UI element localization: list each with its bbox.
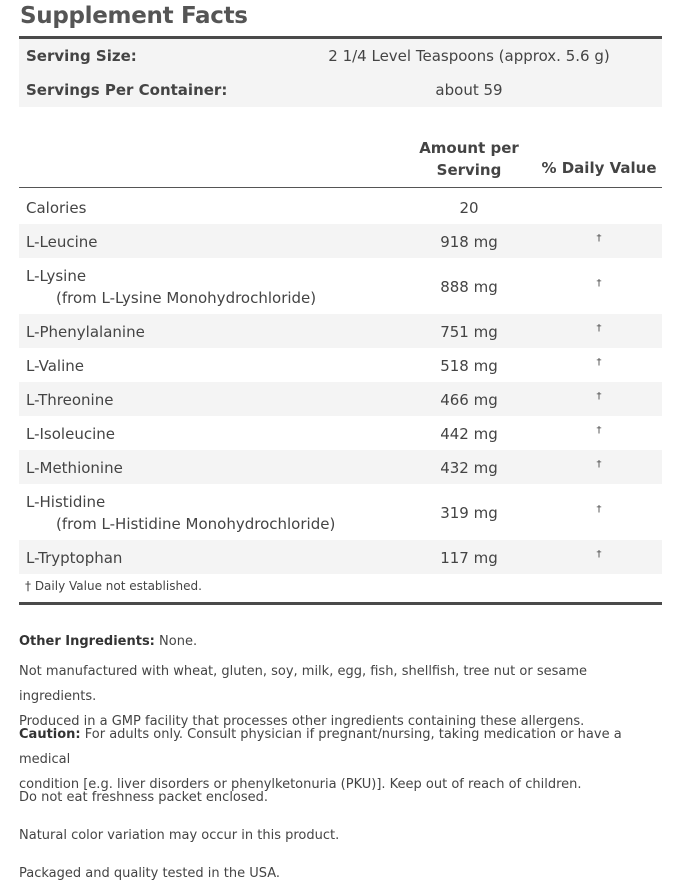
- nutrient-name: L-Methionine: [26, 459, 123, 477]
- nutrient-amount: 918 mg: [440, 233, 498, 251]
- table-row: [19, 450, 662, 484]
- nutrient-name: L-Phenylalanine: [26, 323, 145, 341]
- amount-per-serving-header: Amount per Serving: [419, 139, 519, 179]
- nutrient-amount: 319 mg: [440, 504, 498, 522]
- table-row: [19, 484, 662, 540]
- nutrient-amount: 20: [459, 199, 479, 217]
- other-ingredients: [19, 629, 664, 654]
- caution-text: condition [e.g. liver disorders or phenylketonuria (PKU)]. Keep out of reach of children.: [19, 777, 582, 792]
- page-title: Supplement Facts: [20, 3, 248, 29]
- nutrient-source: (from L-Lysine Monohydrochloride): [56, 289, 317, 307]
- freshness-note: Do not eat freshness packet enclosed.: [19, 790, 269, 805]
- nutrient-amount: 888 mg: [440, 278, 498, 296]
- nutrient-amount: 117 mg: [440, 549, 498, 567]
- daily-value-mark: †: [596, 357, 602, 368]
- nutrient-amount: 432 mg: [440, 459, 498, 477]
- nutrient-source: (from L-Histidine Monohydrochloride): [56, 515, 336, 533]
- daily-value-mark: †: [596, 323, 602, 334]
- serving-size-label: Serving Size:: [26, 47, 137, 65]
- servings-per-container-label: Servings Per Container:: [26, 81, 228, 99]
- nutrient-name: L-Tryptophan: [26, 549, 123, 567]
- other-ingredients-text: None.: [154, 634, 198, 649]
- color-variation-note: Natural color variation may occur in this product.: [19, 828, 340, 843]
- nutrient-name: L-Histidine: [26, 493, 106, 511]
- daily-value-header: % Daily Value: [541, 159, 657, 177]
- daily-value-mark: †: [596, 504, 602, 515]
- table-row: [19, 190, 662, 224]
- table-row: [19, 224, 662, 258]
- table-row: [19, 258, 662, 314]
- nutrient-amount: 751 mg: [440, 323, 498, 341]
- caution-label: Caution:: [19, 727, 81, 742]
- table-row: [19, 540, 662, 574]
- nutrient-name: L-Valine: [26, 357, 84, 375]
- nutrient-name: L-Leucine: [26, 233, 98, 251]
- daily-value-mark: †: [596, 233, 602, 244]
- serving-size-value: 2 1/4 Level Teaspoons (approx. 5.6 g): [328, 47, 610, 65]
- table-header: [19, 137, 662, 185]
- nutrient-name: L-Isoleucine: [26, 425, 115, 443]
- daily-value-mark: †: [596, 391, 602, 402]
- table-row: [19, 314, 662, 348]
- daily-value-mark: †: [596, 459, 602, 470]
- daily-value-footnote: † Daily Value not established.: [25, 579, 202, 593]
- daily-value-mark: †: [596, 278, 602, 289]
- table-row: [19, 416, 662, 450]
- servings-per-container-value: about 59: [435, 81, 503, 99]
- nutrient-name: L-Threonine: [26, 391, 114, 409]
- nutrient-name: L-Lysine: [26, 267, 87, 285]
- allergen-line: Not manufactured with wheat, gluten, soy, milk, egg, fish, shellfish, tree nut or sesame ingredients.: [19, 664, 587, 704]
- allergen-line: Produced in a GMP facility that processes other ingredients containing these allergens.: [19, 714, 585, 729]
- daily-value-mark: †: [596, 425, 602, 436]
- bottom-rule: [19, 602, 662, 605]
- caution-text: For adults only. Consult physician if pregnant/nursing, taking medication or have a medical: [19, 727, 622, 767]
- serving-size-row: [19, 39, 662, 73]
- nutrient-amount: 442 mg: [440, 425, 498, 443]
- nutrient-amount: 518 mg: [440, 357, 498, 375]
- daily-value-mark: †: [596, 549, 602, 560]
- packaged-note: Packaged and quality tested in the USA.: [19, 866, 281, 881]
- header-rule: [19, 187, 662, 188]
- nutrient-name: Calories: [26, 199, 87, 217]
- other-ingredients-label: Other Ingredients:: [19, 634, 155, 649]
- table-row: [19, 382, 662, 416]
- nutrient-amount: 466 mg: [440, 391, 498, 409]
- servings-per-container-row: [19, 73, 662, 107]
- table-row: [19, 348, 662, 382]
